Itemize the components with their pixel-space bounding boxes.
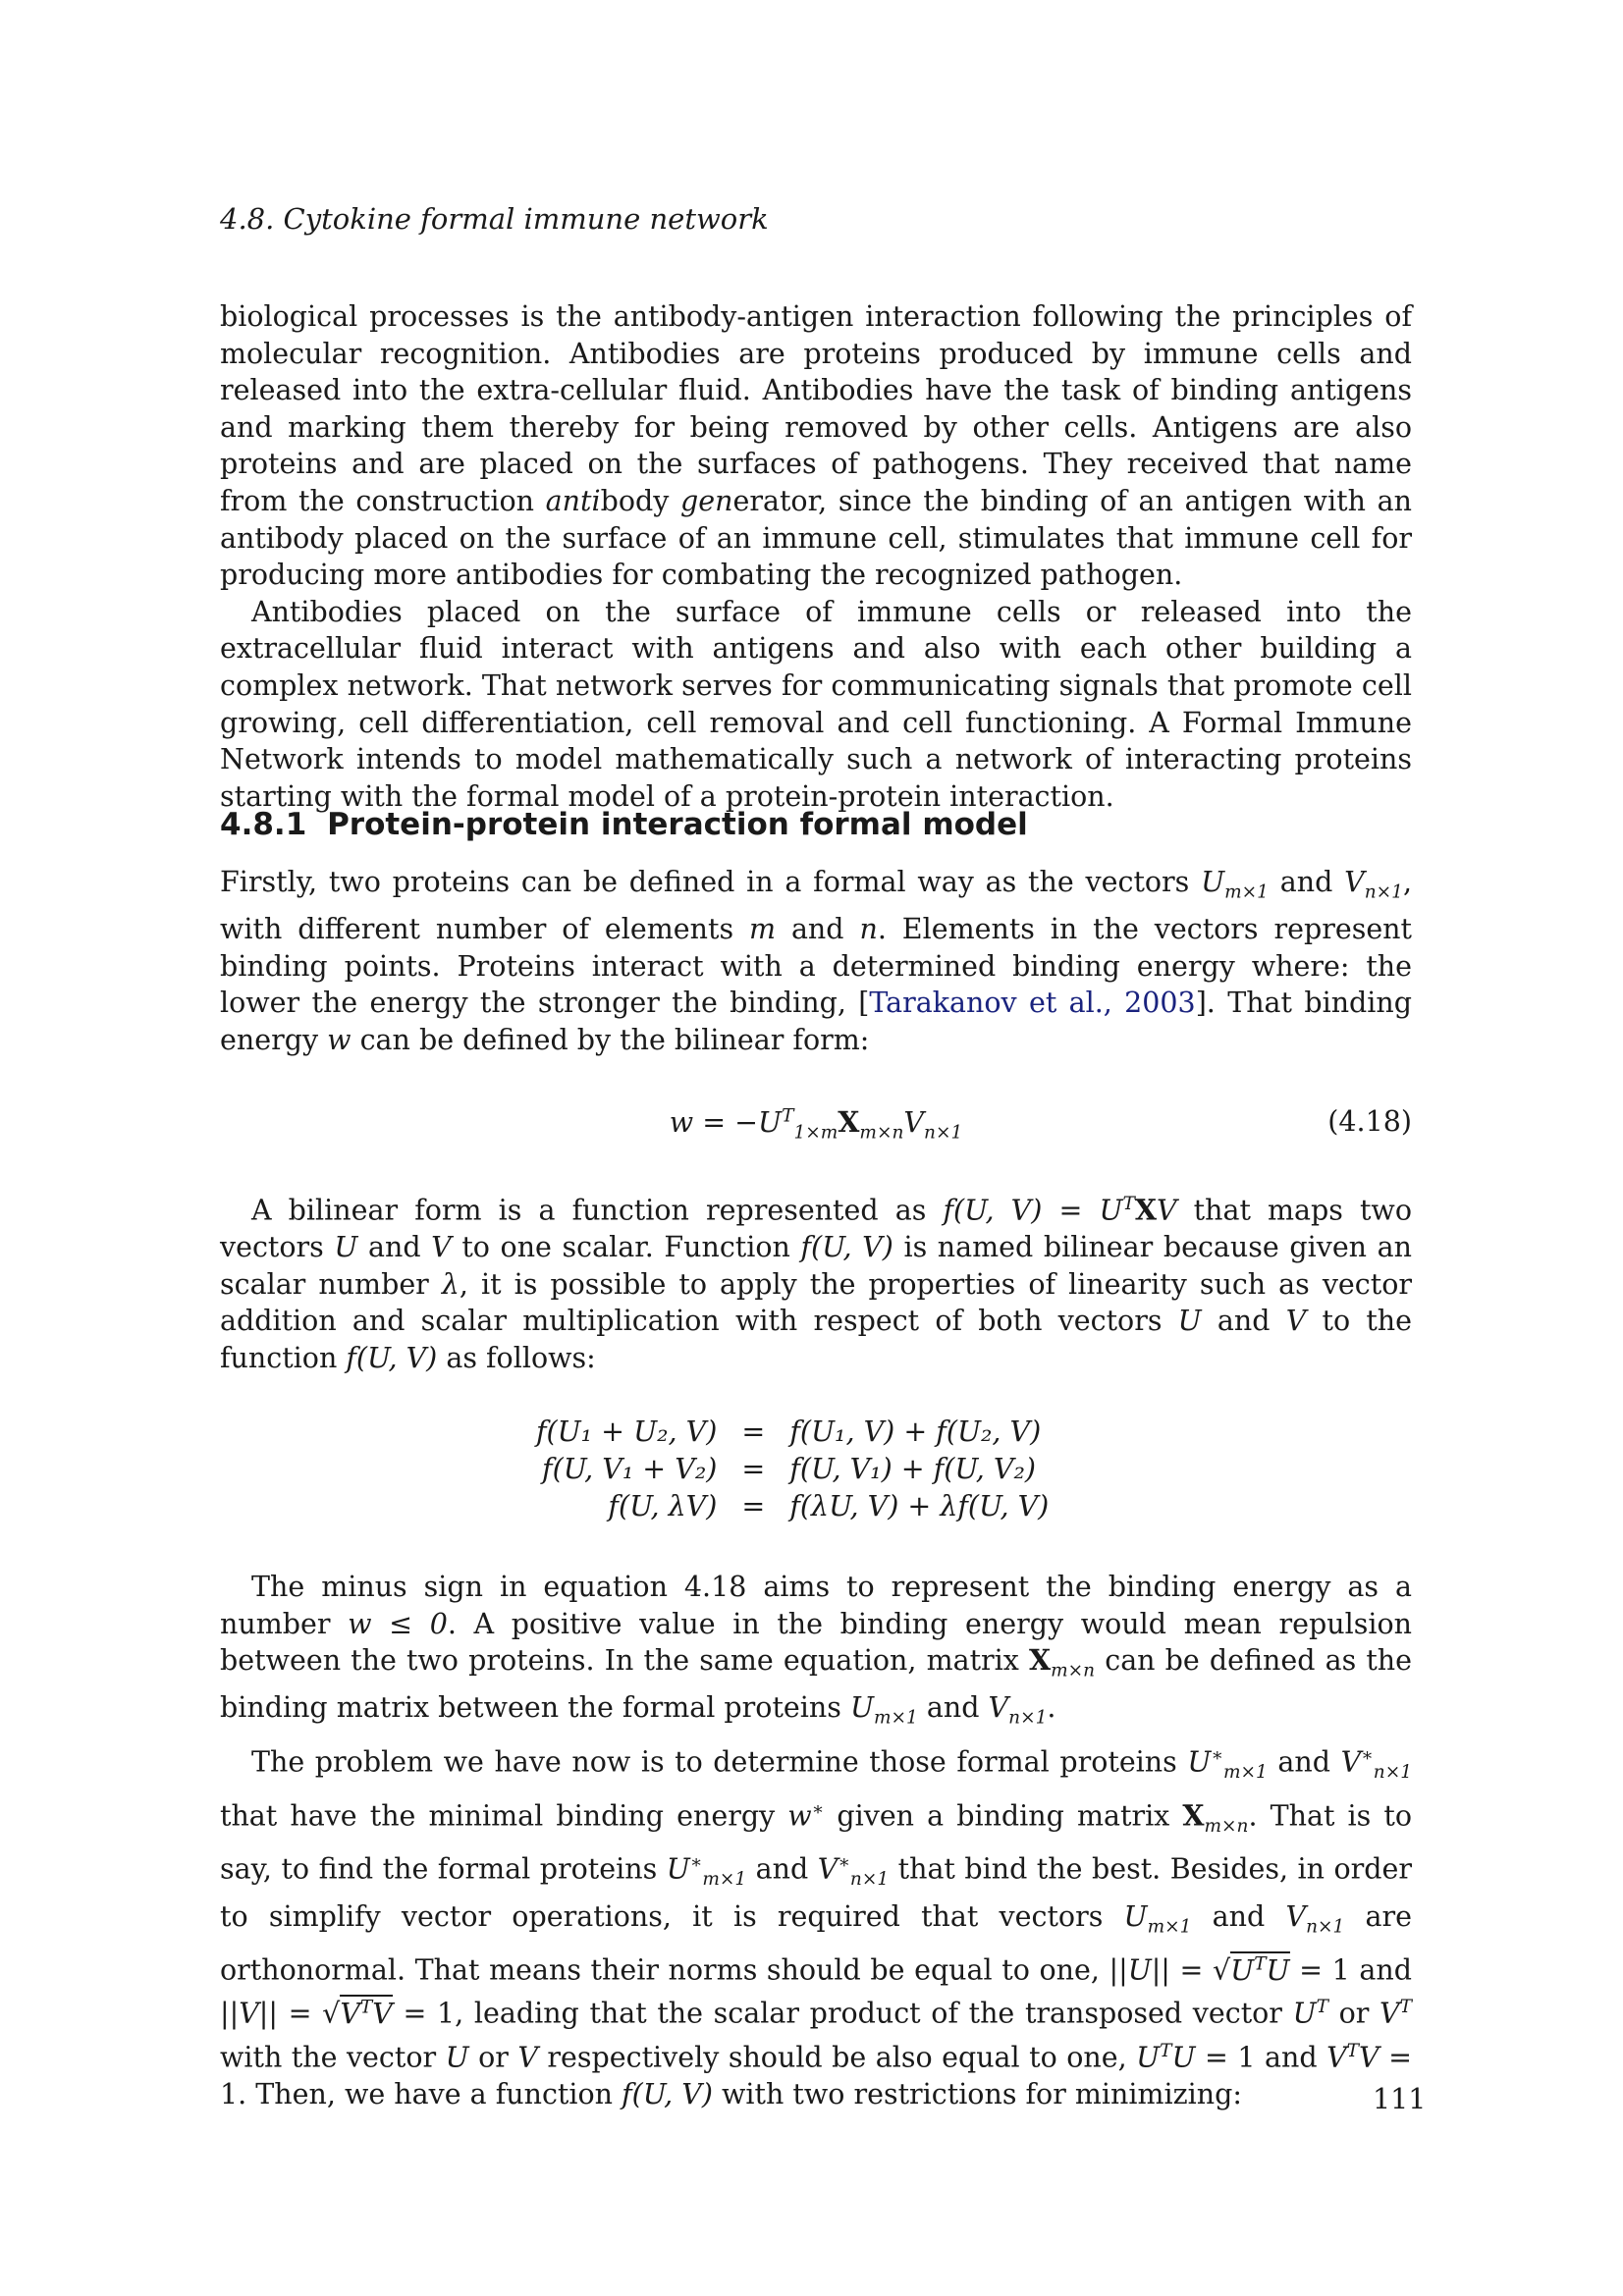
equation-row: f(U₁ + U₂, V) = f(U₁, V) + f(U₂, V) <box>536 1415 1042 1448</box>
equation-body: $w = -U^T_{1\times m}X_{m\times n}V_{n\times 1}$ <box>669 1105 963 1144</box>
paragraph-4: A bilinear form is a function represented as f(U, $V) = U^TXV$ that maps two vectors U and V to one scalar. Function f(U, V) is named bilinear because given an scalar number λ, it is possible to apply the properties of linearity such as vector addition and scalar multiplication with respect of both vectors U and V to the function f(U, V) as follows: <box>220 1193 1412 1374</box>
paragraph-5: The minus sign in equation 4.18 aims to represent the binding energy as a number w ≤ 0. A positive value in the binding energy would mean repulsion between the two proteins. In the same equation, matrix $X_{m\times n}$ can be defined as the binding matrix between the formal proteins $U_{m\times 1}$ and $V_{n\times 1}$. <box>220 1571 1413 1730</box>
paragraph-6: The problem we have now is to determine those formal proteins $U^∗_{m\times 1}$ and $V^∗_{n\times 1}$ that have the minimal binding energy w∗ given a binding matrix $X_{m\times n}$. That is to say, to find the formal proteins $U^∗_{m\times 1}$ and $V^∗_{n\times 1}$ that bind the best. Besides, in order to simplify vector operations, it is required that vectors $U_{m\times 1}$ and $V_{n\times 1}$ are orthonormal. That means their norms should be equal to one, $||U|| = √U^TU = 1$ and $||V|| = √V^TV = 1$, leading that the scalar product of the transposed vector $U^T$ or $V^T$ with the vector U or V respectively should be also equal to one, $U^TU = 1$ and $V^TV = 1$. Then, we have a function f(U, V) with two restrictions for minimizing: <box>220 1744 1412 2110</box>
running-head: 4.8. Cytokine formal immune network <box>220 202 769 236</box>
section-number: 4.8.1 <box>220 807 307 842</box>
equation-number: (4.18) <box>1327 1105 1412 1138</box>
page-number: 111 <box>1373 2083 1427 2115</box>
equation-4-18 <box>220 1105 1412 1144</box>
section-heading <box>220 807 1028 842</box>
intro-text <box>220 298 1412 815</box>
closing-text <box>220 1569 1412 2112</box>
equation-row: f(U, λV) = f(λU, V) + λf(U, V) <box>608 1490 1050 1522</box>
section-title: Protein-protein interaction formal model <box>327 807 1028 842</box>
paragraph-2: Antibodies placed on the surface of immune cells or released into the extracellular fluid interact with antigens and also with each other building a complex network. That network serves for communicating signals that promote cell growing, cell differentiation, cell removal and cell functioning. A Formal Immune Network intends to model mathematically such a network of interacting proteins starting with the formal model of a protein-protein interaction. <box>220 595 1412 813</box>
citation-link[interactable]: Tarakanov et al., 2003 <box>869 987 1196 1020</box>
equation-row: f(U, V₁ + V₂) = f(U, V₁) + f(U, V₂) <box>542 1453 1037 1485</box>
paragraph-1: biological processes is the antibody-antigen interaction following the principles of molecular recognition. Antibodies are proteins produced by immune cells and released into the extra-cellular fluid. Antibodies have the task of binding antigens and marking them thereby for being removed by other cells. Antigens are also proteins and are placed on the surfaces of pathogens. They received that name from the construction antibody generator, since the binding of an antigen with an antibody placed on the surface of an immune cell, stimulates that immune cell for producing more antibodies for combating the recognized pathogen. <box>220 300 1412 592</box>
linearity-equations <box>536 1414 1049 1525</box>
paragraph-3: Firstly, two proteins can be defined in a formal way as the vectors $U_{m\times 1}$ and $V_{n\times 1}$, with different number of elements m and n. Elements in the vectors represent binding points. Proteins interact with a determined binding energy where: the lower the energy the stronger the binding, [Tarakanov et al., 2003]. That binding energy w can be defined by the bilinear form: <box>220 866 1413 1057</box>
